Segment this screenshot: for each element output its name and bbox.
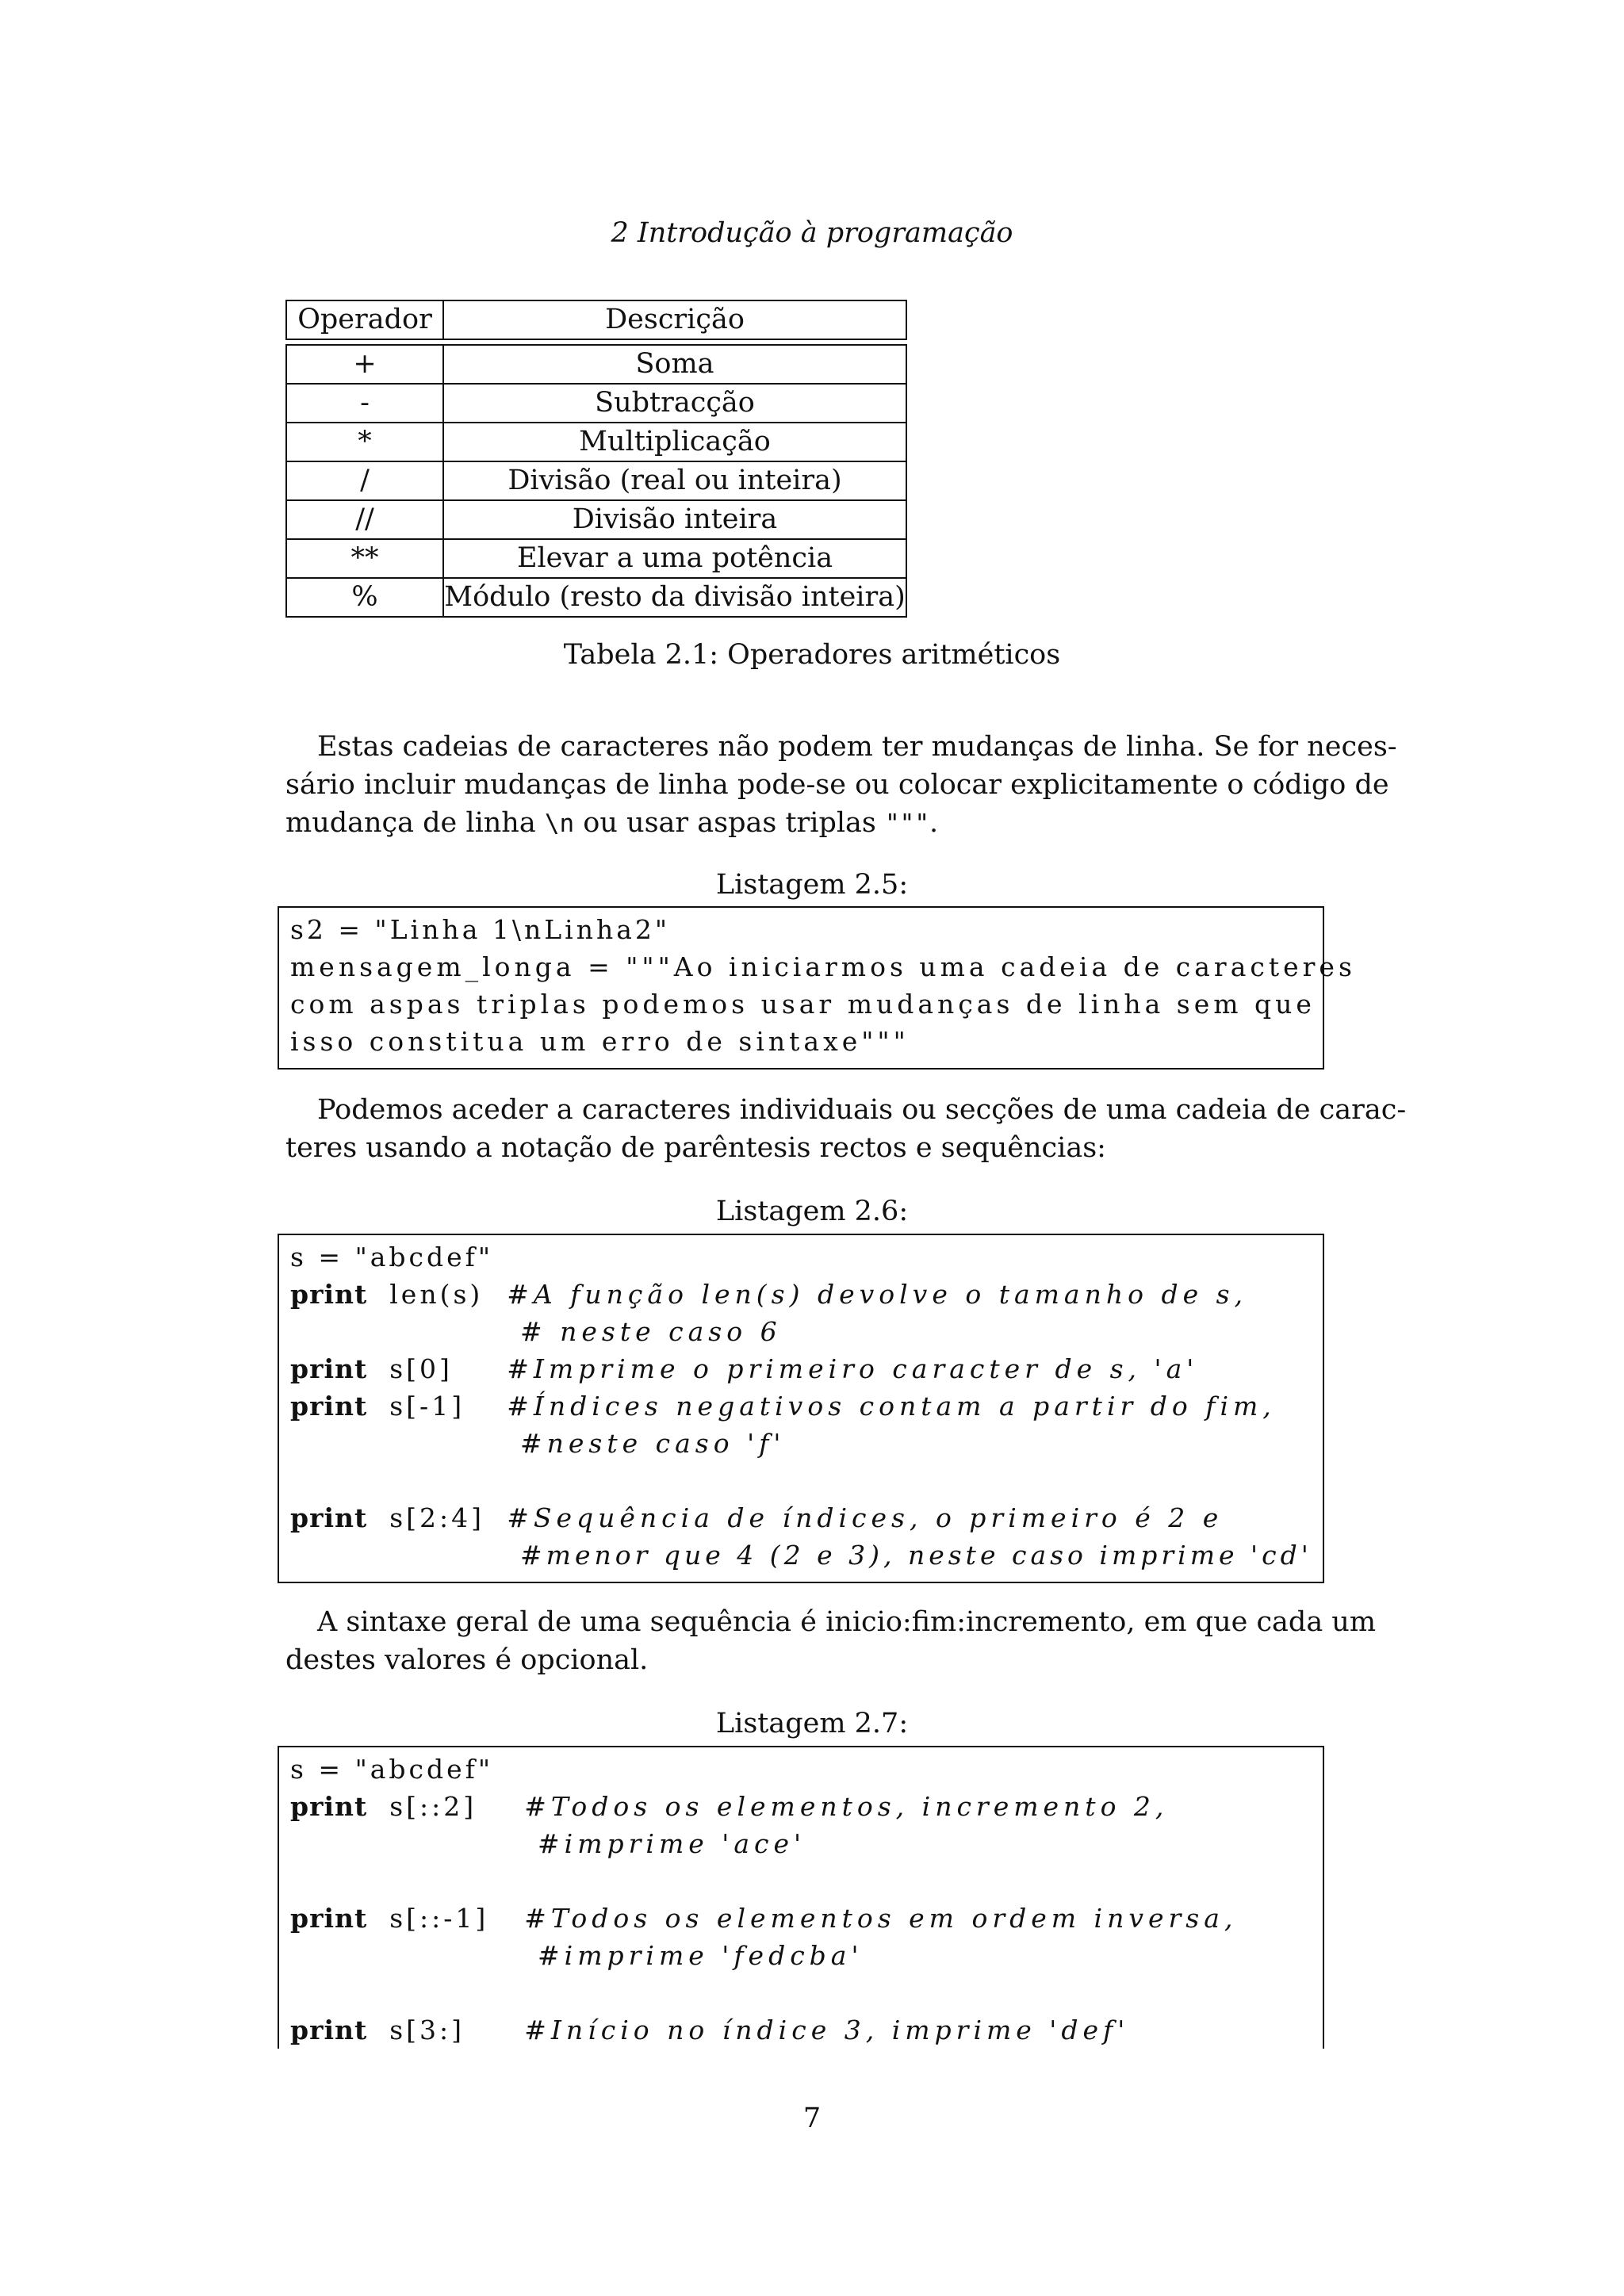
code-line bbox=[290, 1825, 1323, 1862]
code-text: len(s) bbox=[389, 1279, 484, 1310]
code-listing bbox=[278, 1746, 1324, 2049]
code-line bbox=[290, 1937, 1323, 1974]
description-cell: Subtracção bbox=[443, 384, 906, 423]
table-row bbox=[286, 423, 906, 461]
text-run: . bbox=[929, 807, 939, 839]
operator-cell: % bbox=[286, 578, 443, 617]
table-row bbox=[286, 461, 906, 500]
inline-code: """ bbox=[885, 809, 929, 838]
keyword: print bbox=[290, 1791, 368, 1822]
code-comment: #Índices negativos contam a partir do fim, bbox=[507, 1391, 1276, 1422]
paragraph bbox=[285, 1603, 1377, 1679]
code-line bbox=[290, 2011, 1323, 2049]
keyword: print bbox=[290, 1391, 368, 1422]
code-text: s[0] bbox=[389, 1353, 453, 1384]
code-line: s = "abcdef" bbox=[290, 1754, 494, 1785]
description-cell: Soma bbox=[443, 345, 906, 384]
code-line bbox=[290, 1350, 1323, 1387]
keyword: print bbox=[290, 2015, 368, 2045]
table-caption: Tabela 2.1: Operadores aritméticos bbox=[563, 639, 1061, 671]
paragraph-line: sário incluir mudanças de linha pode-se ou colocar explicitamente o código de bbox=[285, 769, 1389, 801]
code-line bbox=[290, 1536, 1323, 1574]
inline-code: \n bbox=[544, 809, 575, 838]
keyword: print bbox=[290, 1502, 368, 1533]
listing-caption: Listagem 2.6: bbox=[715, 1196, 909, 1227]
keyword: print bbox=[290, 1279, 368, 1310]
operator-cell: * bbox=[286, 423, 443, 461]
code-comment: #Todos os elementos, incremento 2, bbox=[524, 1791, 1169, 1822]
table-row bbox=[286, 384, 906, 423]
table-row bbox=[286, 345, 906, 384]
code-line-blank bbox=[290, 1862, 1323, 1900]
listing-caption: Listagem 2.5: bbox=[715, 869, 909, 901]
code-text: s[::-1] bbox=[389, 1903, 489, 1934]
code-comment: #menor que 4 (2 e 3), neste caso imprime 'cd' bbox=[520, 1540, 1312, 1571]
operator-cell: // bbox=[286, 500, 443, 539]
code-comment: #Sequência de índices, o primeiro é 2 e bbox=[507, 1502, 1224, 1533]
paragraph-line: teres usando a notação de parêntesis rectos e sequências: bbox=[285, 1132, 1106, 1164]
code-line bbox=[290, 1900, 1323, 1937]
keyword: print bbox=[290, 1903, 368, 1934]
table-row bbox=[286, 578, 906, 617]
code-comment: #Imprime o primeiro caracter de s, 'a' bbox=[507, 1353, 1199, 1384]
code-line-blank bbox=[290, 1462, 1323, 1499]
code-line: mensagem_longa = """Ao iniciarmos uma cadeia de caracteres bbox=[290, 951, 1356, 982]
paragraph bbox=[285, 728, 1397, 843]
text-run: ou usar aspas triplas bbox=[574, 807, 885, 839]
code-line bbox=[290, 1425, 1323, 1462]
description-cell: Divisão inteira bbox=[443, 500, 906, 539]
code-line: s2 = "Linha 1\nLinha2" bbox=[290, 914, 671, 945]
code-comment: # neste caso 6 bbox=[520, 1316, 782, 1347]
listing-caption: Listagem 2.7: bbox=[715, 1708, 909, 1739]
code-listing bbox=[278, 906, 1356, 1070]
operators-table bbox=[285, 300, 907, 618]
table-body bbox=[285, 344, 907, 618]
operator-cell: - bbox=[286, 384, 443, 423]
code-text: s[-1] bbox=[389, 1391, 465, 1422]
code-line: s = "abcdef" bbox=[290, 1242, 494, 1272]
code-text: s[2:4] bbox=[389, 1502, 485, 1533]
paragraph bbox=[285, 1091, 1407, 1167]
description-cell: Módulo (resto da divisão inteira) bbox=[443, 578, 906, 617]
description-cell: Elevar a uma potência bbox=[443, 539, 906, 578]
paragraph-line bbox=[285, 804, 1316, 843]
code-line bbox=[290, 1276, 1323, 1313]
code-listing bbox=[278, 1234, 1324, 1583]
paragraph-line: Estas cadeias de caracteres não podem ter mudanças de linha. Se for neces- bbox=[317, 731, 1397, 763]
table-row bbox=[286, 500, 906, 539]
description-cell: Divisão (real ou inteira) bbox=[443, 461, 906, 500]
code-line: com aspas triplas podemos usar mudanças de linha sem que bbox=[290, 989, 1316, 1020]
code-line bbox=[290, 1788, 1323, 1825]
page-number: 7 bbox=[802, 2103, 822, 2134]
column-header: Operador bbox=[286, 300, 443, 339]
code-line bbox=[290, 1499, 1323, 1536]
column-header: Descrição bbox=[443, 300, 906, 339]
description-cell: Multiplicação bbox=[443, 423, 906, 461]
operator-cell: / bbox=[286, 461, 443, 500]
code-line bbox=[290, 1387, 1323, 1425]
operator-cell: + bbox=[286, 345, 443, 384]
code-comment: #imprime 'fedcba' bbox=[538, 1940, 864, 1971]
paragraph-line: Podemos aceder a caracteres individuais ou secções de uma cadeia de carac- bbox=[317, 1094, 1407, 1126]
code-comment: #Início no índice 3, imprime 'def' bbox=[524, 2015, 1130, 2045]
paragraph-line: destes valores é opcional. bbox=[285, 1644, 649, 1676]
table-header bbox=[285, 300, 907, 340]
keyword: print bbox=[290, 1353, 368, 1384]
text-run: mudança de linha bbox=[285, 807, 545, 839]
code-line: isso constitua um erro de sintaxe""" bbox=[290, 1026, 910, 1057]
code-text: s[3:] bbox=[389, 2015, 465, 2045]
code-comment: #neste caso 'f' bbox=[520, 1428, 786, 1459]
table-row bbox=[286, 539, 906, 578]
code-comment: #A função len(s) devolve o tamanho de s, bbox=[507, 1279, 1248, 1310]
code-comment: #Todos os elementos em ordem inversa, bbox=[524, 1903, 1238, 1934]
code-line bbox=[290, 1313, 1323, 1350]
running-header: 2 Introdução à programação bbox=[611, 217, 1013, 249]
code-text: s[::2] bbox=[389, 1791, 477, 1822]
operator-cell: ** bbox=[286, 539, 443, 578]
paragraph-line: A sintaxe geral de uma sequência é inicio:fim:incremento, em que cada um bbox=[317, 1606, 1377, 1638]
code-comment: #imprime 'ace' bbox=[538, 1828, 806, 1859]
code-line-blank bbox=[290, 1974, 1323, 2011]
